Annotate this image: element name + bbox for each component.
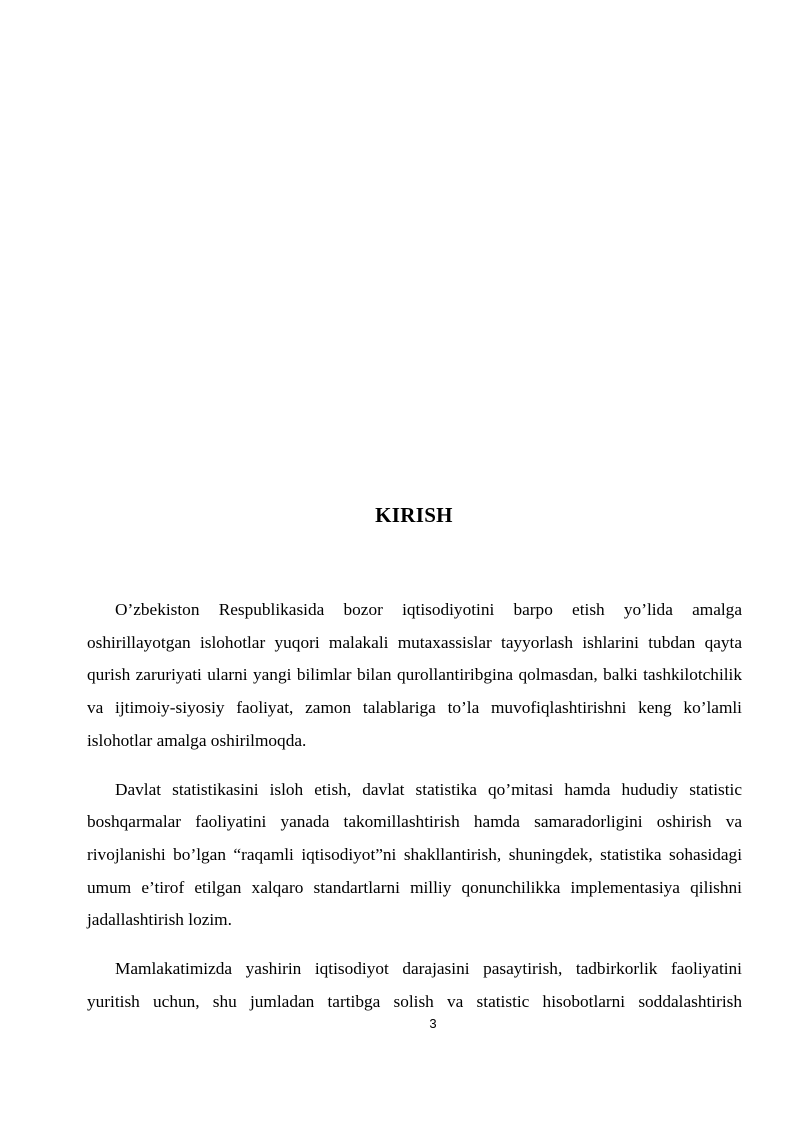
page-number: 3 [0,1016,800,1032]
paragraph-3: Mamlakatimizda yashirin iqtisodiyot darajasini pasaytirish, tadbirkorlik faoliyatini yuritish uchun, shu jumladan tartibga solish va statistic hisobotlarni soddalashtirish [87,959,742,1011]
body-text [87,594,742,1034]
paragraph-1: O’zbekiston Respublikasida bozor iqtisodiyotini barpo etish yo’lida amalga oshirillayotgan islohotlar yuqori malakali mutaxassislar tayyorlash ishlarini tubdan qayta qurish zaruriyati ularni yangi bilimlar bilan qurollantiribgina qolmasdan, balki tashkilotchilik va ijtimoiy-siyosiy faoliyat, zamon talablariga to’la muvofiqlashtirishni keng ko’lamli islohotlar amalga oshirilmoqda. [87,600,742,750]
paragraph-2: Davlat statistikasini isloh etish, davlat statistika qo’mitasi hamda hududiy statistic boshqarmalar faoliyatini yanada takomillashtirish hamda samaradorligini oshirish va rivojlanishi bo’lgan “raqamli iqtisodiyot”ni shakllantirish, shuningdek, statistika sohasidagi umum e’tirof etilgan xalqaro standartlarni milliy qonunchilikka implementasiya qilishni jadallashtirish lozim. [87,779,742,930]
section-heading: KIRISH [375,503,453,527]
